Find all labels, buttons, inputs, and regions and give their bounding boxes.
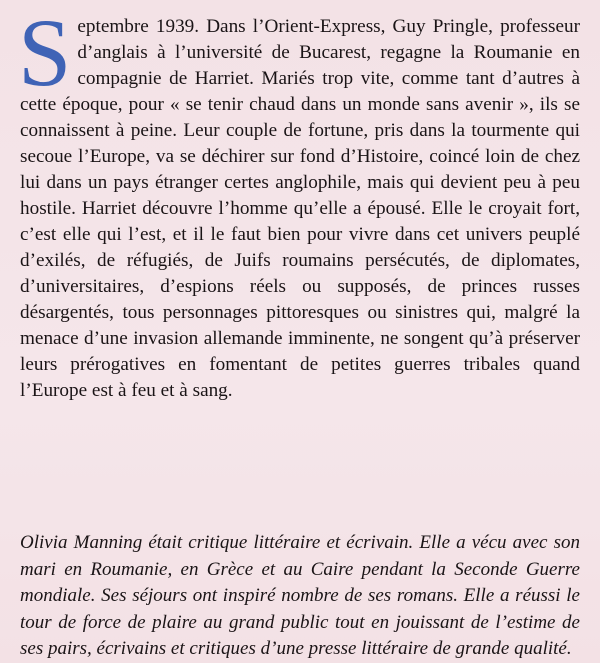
synopsis-text: eptembre 1939. Dans l’Orient-Express, Guy Pringle, professeur d’anglais à l’université de Bucarest, regagne la Roumanie en compagnie de Harriet. Mariés trop vite, comme tant d’autres à cette époque, pour « se tenir chaud dans un monde sans avenir », ils se connaissent à peine. Leur couple de fortune, pris dans la tourmente qui secoue l’Europe, va se déchirer sur fond d’Histoire, coincé loin de chez lui dans un pays étranger certes anglophile, mais qui devient peu à peu hostile. Harriet découvre l’homme qu’elle a épousé. Elle le croyait fort, c’est elle qui l’est, et il le faut bien pour vivre dans cet univers peuplé d’exilés, de réfugiés, de Juifs roumains persécutés, de diplomates, d’universitaires, d’espions réels ou supposés, de princes russes désargentés, tous personnages pittoresques ou sinistres qui, malgré la menace d’une invasion allemande imminente, ne songent qu’à préserver leurs prérogatives en fomentant de petites guerres tribales quand l’Europe est à feu et à sang.: [20, 16, 580, 401]
author-bio: Olivia Manning était critique littéraire et écrivain. Elle a vécu avec son mari en Roumanie, en Grèce et au Caire pendant la Seconde Guerre mondiale. Ses séjours ont inspiré nombre de ses romans. Elle a réussi le tour de force de plaire au grand public tout en jouissant de l’estime de ses pairs, écrivains et critiques d’une presse littéraire de grande qualité.: [20, 532, 580, 659]
drop-cap: S: [18, 0, 72, 106]
synopsis-paragraph: [18, 0, 580, 404]
